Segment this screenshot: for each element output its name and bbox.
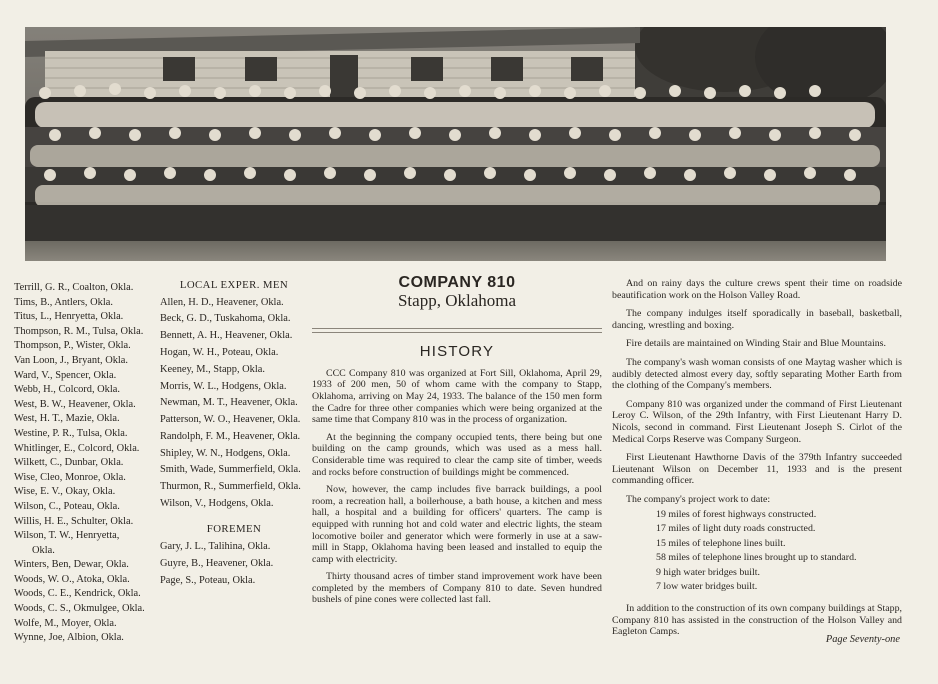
double-rule-divider (312, 328, 602, 333)
project-work-item: 17 miles of light duty roads constructed. (656, 523, 816, 535)
local-men-entry: Newman, M. T., Heavener, Okla. (160, 397, 298, 409)
page-number: Page Seventy-one (825, 634, 900, 645)
roster-entry: Willis, H. E., Schulter, Okla. (14, 515, 134, 527)
local-men-column (160, 278, 308, 591)
roster-entry: Wilson, T. W., Henryetta, (14, 530, 120, 542)
local-men-entry: Beck, G. D., Tuskahoma, Okla. (160, 313, 291, 325)
foreman-entry: Page, S., Poteau, Okla. (160, 574, 256, 586)
roster-entry-continued: Okla. (32, 544, 55, 556)
local-men-entry: Keeney, M., Stapp, Okla. (160, 363, 265, 375)
foremen-heading: FOREMEN (206, 522, 262, 535)
local-men-entry: Smith, Wade, Summerfield, Okla. (160, 464, 301, 476)
body-paragraph: First Lieutenant Hawthorne Davis of the 379th Infantry succeeded Lieutenant Wilson on December 11, 1933 and is the present commanding officer. (612, 452, 902, 487)
roster-entry: Thompson, R. M., Tulsa, Okla. (14, 325, 144, 337)
roster-entry: Woods, C. S., Okmulgee, Okla. (14, 603, 145, 615)
closing-paragraph: In addition to the construction of its own company buildings at Stapp, Company 810 has assisted in the construction of the Holson Valley and Eagleton Camps. (612, 603, 902, 638)
roster-entry: Winters, Ben, Dewar, Okla. (14, 559, 129, 571)
history-heading: HISTORY (419, 343, 495, 361)
local-men-entry: Allen, H. D., Heavener, Okla. (160, 296, 284, 308)
roster-entry: Ward, V., Spencer, Okla. (14, 369, 117, 381)
foreman-entry: Gary, J. L., Talihina, Okla. (160, 541, 271, 553)
roster-entry: Wilson, C., Poteau, Okla. (14, 500, 120, 512)
company-title: COMPANY 810 (398, 274, 516, 291)
history-column (312, 274, 602, 612)
project-work-intro: The company's project work to date: (626, 493, 771, 505)
local-men-entry: Patterson, W. O., Heavener, Okla. (160, 414, 301, 426)
local-men-entry: Wilson, V., Hodgens, Okla. (160, 497, 274, 509)
roster-entry: Terrill, G. R., Coalton, Okla. (14, 282, 134, 293)
project-work-item: 9 high water bridges built. (656, 566, 760, 578)
roster-entry: Westine, P. R., Tulsa, Okla. (14, 427, 128, 439)
history-paragraph: CCC Company 810 was organized at Fort Sill, Oklahoma, April 29, 1933 of 200 men, 50 of whom came with the company to Stapp, Oklahoma, arriving on May 24, 1933. The balance of the 150 men form the Cadre for three other companies which were being organized at the same time that Company 810 was in the process of organization. (312, 367, 602, 426)
foreman-entry: Guyre, B., Heavener, Okla. (160, 557, 274, 569)
roster-entry: Wise, E. V., Okay, Okla. (14, 486, 116, 498)
roster-entry: Wynne, Joe, Albion, Okla. (14, 632, 124, 644)
local-men-entry: Randolph, F. M., Heavener, Okla. (160, 430, 301, 442)
roster-entry: Tims, B., Antlers, Okla. (14, 296, 113, 308)
group-photo (25, 27, 886, 261)
company-location: Stapp, Oklahoma (397, 290, 517, 310)
continuation-column (612, 278, 902, 645)
local-men-entry: Hogan, W. H., Poteau, Okla. (160, 346, 279, 358)
local-men-entry: Bennett, A. H., Heavener, Okla. (160, 330, 293, 342)
roster-entry: Woods, W. O., Atoka, Okla. (14, 573, 130, 585)
roster-entry: Titus, L., Henryetta, Okla. (14, 311, 124, 323)
roster-entry: Wolfe, M., Moyer, Okla. (14, 617, 117, 629)
project-work-item: 19 miles of forest highways constructed. (656, 508, 817, 520)
body-paragraph: Fire details are maintained on Winding Stair and Blue Mountains. (626, 338, 886, 350)
body-paragraph: Company 810 was organized under the command of First Lieutenant Leroy C. Wilson, of the 29th Infantry, with First Lieutenant Harry D. Nicols, second in command. First Lieutenant Joseph S. Cirlot of the Medical Corps Reserve was Company Surgeon. (612, 398, 902, 445)
roster-entry: West, H. T., Mazie, Okla. (14, 413, 120, 425)
roster-entry: Webb, H., Colcord, Okla. (14, 384, 120, 396)
history-paragraph: At the beginning the company occupied tents, there being but one building on the camp grounds, which was used as a mess hall. Considerable time was required to clear the camp site of timber, weeds and rocks before construction of buildings might be commenced. (312, 431, 602, 478)
roster-column (14, 281, 154, 646)
roster-entry: Wise, Cleo, Monroe, Okla. (14, 471, 126, 483)
project-work-list (612, 508, 902, 596)
roster-entry: Woods, C. E., Kendrick, Okla. (14, 588, 141, 600)
body-paragraph: The company indulges itself sporadically in baseball, basketball, dancing, wrestling and boxing. (612, 308, 902, 331)
roster-entry: Whitlinger, E., Colcord, Okla. (14, 442, 140, 454)
local-men-heading: LOCAL EXPER. MEN (179, 279, 289, 291)
project-work-item: 7 low water bridges built. (656, 581, 758, 593)
body-paragraph: The company's wash woman consists of one Maytag washer which is audibly detected almost every day, softly separating Mother Earth from the clothing of the Company's members. (612, 356, 902, 392)
project-work-item: 15 miles of telephone lines built. (656, 537, 786, 549)
roster-entry: Wilkett, C., Dunbar, Okla. (14, 457, 124, 469)
roster-entry: Van Loon, J., Bryant, Okla. (14, 354, 128, 366)
roster-entry: Thompson, P., Wister, Okla. (14, 340, 131, 352)
roster-entry: West, B. W., Heavener, Okla. (14, 398, 136, 410)
history-paragraph: Now, however, the camp includes five barrack buildings, a pool room, a recreation hall, a boilerhouse, a bath house, a kitchen and mess hall, a hospital and a building for officers' quarters. The camp is equipped with running hot and cold water and electric lights, the steam locomotive boiler and generator which were formerly in use at a saw-mill in Stapp, Oklahoma having been leased and installed to equip the camp with electricity. (312, 484, 602, 565)
local-men-entry: Shipley, W. N., Hodgens, Okla. (160, 447, 291, 459)
history-paragraph: Thirty thousand acres of timber stand improvement work have been completed by the members of Company 810 to date. Seven hundred bushels of pine cones were collected last fall. (312, 571, 602, 606)
group-photo-illustration (25, 27, 886, 261)
project-work-item: 58 miles of telephone lines brought up to standard. (656, 552, 857, 564)
local-men-entry: Morris, W. L., Hodgens, Okla. (160, 380, 287, 392)
local-men-entry: Thurmon, R., Summerfield, Okla. (160, 481, 301, 493)
body-paragraph: And on rainy days the culture crews spent their time on roadside beautification work on the Holson Valley Road. (612, 278, 902, 301)
